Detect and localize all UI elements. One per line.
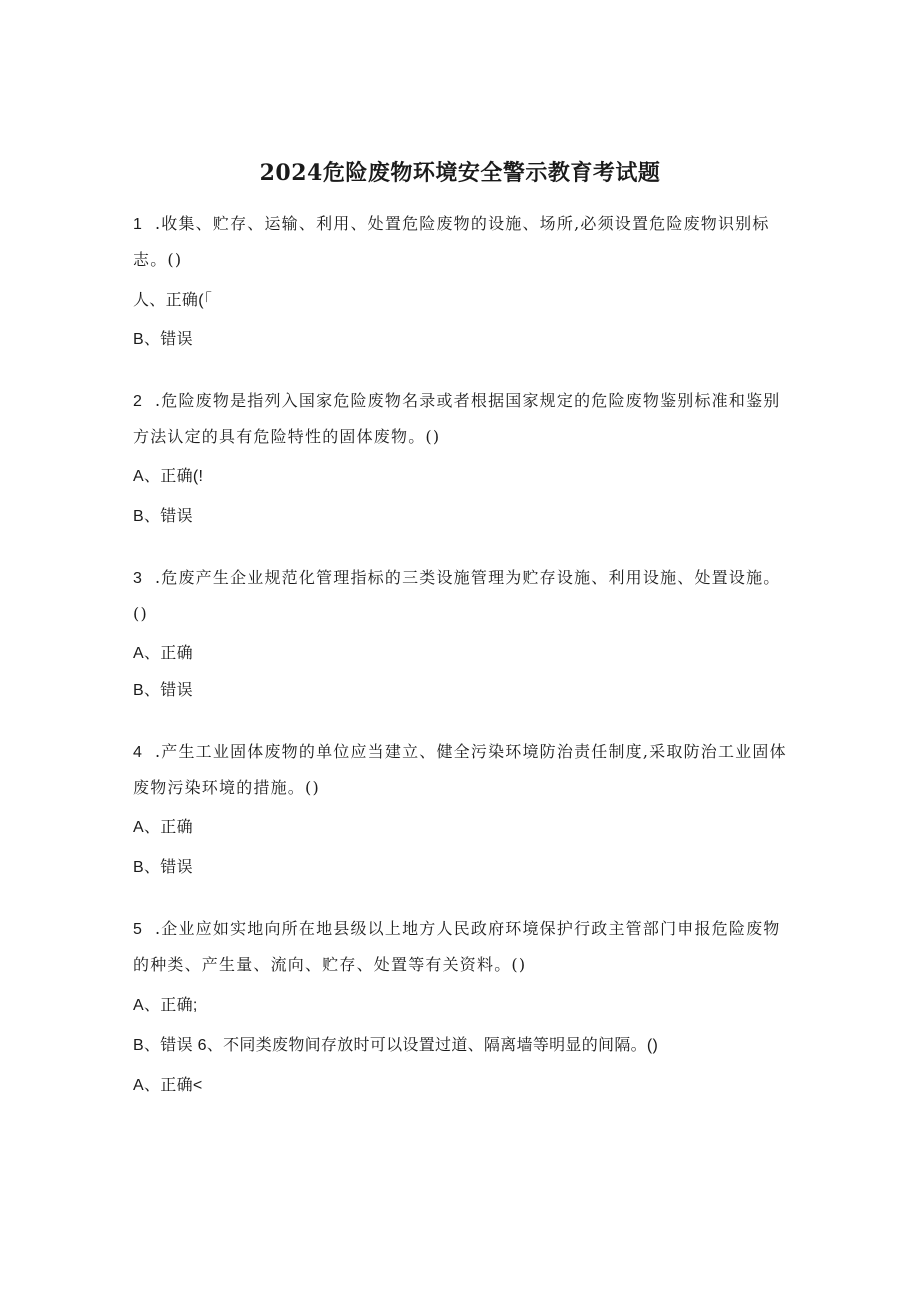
question-5-line-1 <box>133 917 781 942</box>
question-4-line-2 <box>133 776 320 800</box>
question-number: 2 <box>133 393 143 410</box>
question-4-option-b: B、错误 <box>133 859 193 876</box>
question-1-option-b: B、错误 <box>133 331 193 348</box>
question-number: 1 <box>133 216 143 233</box>
question-2-option-a: A、正确(! <box>133 468 204 485</box>
question-text-cont: 方法认定的具有危险特性的固体废物。() <box>133 427 441 446</box>
question-text-cont: () <box>133 604 148 623</box>
question-text: .危险废物是指列入国家危险废物名录或者根据国家规定的危险废物鉴别标准和鉴别 <box>155 391 781 410</box>
question-number: 3 <box>133 570 143 587</box>
question-5-option-a: A、正确; <box>133 997 198 1014</box>
question-1-option-a: 人、正确(「 <box>133 292 213 309</box>
question-5-option-b-and-question-6: B、错误 6、不同类废物间存放时可以设置过道、隔离墙等明显的间隔。() <box>133 1037 659 1054</box>
question-text-cont: 废物污染环境的措施。() <box>133 778 320 797</box>
question-3-line-1 <box>133 566 781 591</box>
question-1-line-1 <box>133 212 770 237</box>
question-text-cont: 的种类、产生量、流向、贮存、处置等有关资料。() <box>133 955 527 974</box>
question-4-option-a: A、正确 <box>133 819 193 836</box>
question-3-option-b: B、错误 <box>133 682 193 699</box>
question-3-line-2 <box>133 602 148 626</box>
question-6-option-a: A、正确< <box>133 1077 203 1094</box>
question-4-line-1 <box>133 740 787 765</box>
question-text: .收集、贮存、运输、利用、处置危险废物的设施、场所,必须设置危险废物识别标 <box>155 214 770 233</box>
question-5-line-2 <box>133 953 526 977</box>
question-2-line-1 <box>133 389 781 414</box>
question-1-line-2 <box>133 248 182 272</box>
question-2-line-2 <box>133 425 440 449</box>
question-text: .企业应如实地向所在地县级以上地方人民政府环境保护行政主管部门申报危险废物 <box>155 919 781 938</box>
question-3-option-a: A、正确 <box>133 645 193 662</box>
question-text-cont: 志。() <box>133 250 183 269</box>
question-text: .产生工业固体废物的单位应当建立、健全污染环境防治责任制度,采取防治工业固体 <box>155 742 787 761</box>
question-number: 4 <box>133 744 143 761</box>
question-2-option-b: B、错误 <box>133 508 193 525</box>
question-number: 5 <box>133 921 143 938</box>
question-text: .危废产生企业规范化管理指标的三类设施管理为贮存设施、利用设施、处置设施。 <box>155 568 781 587</box>
exam-title: 2024危险废物环境安全警示教育考试题 <box>259 160 661 186</box>
